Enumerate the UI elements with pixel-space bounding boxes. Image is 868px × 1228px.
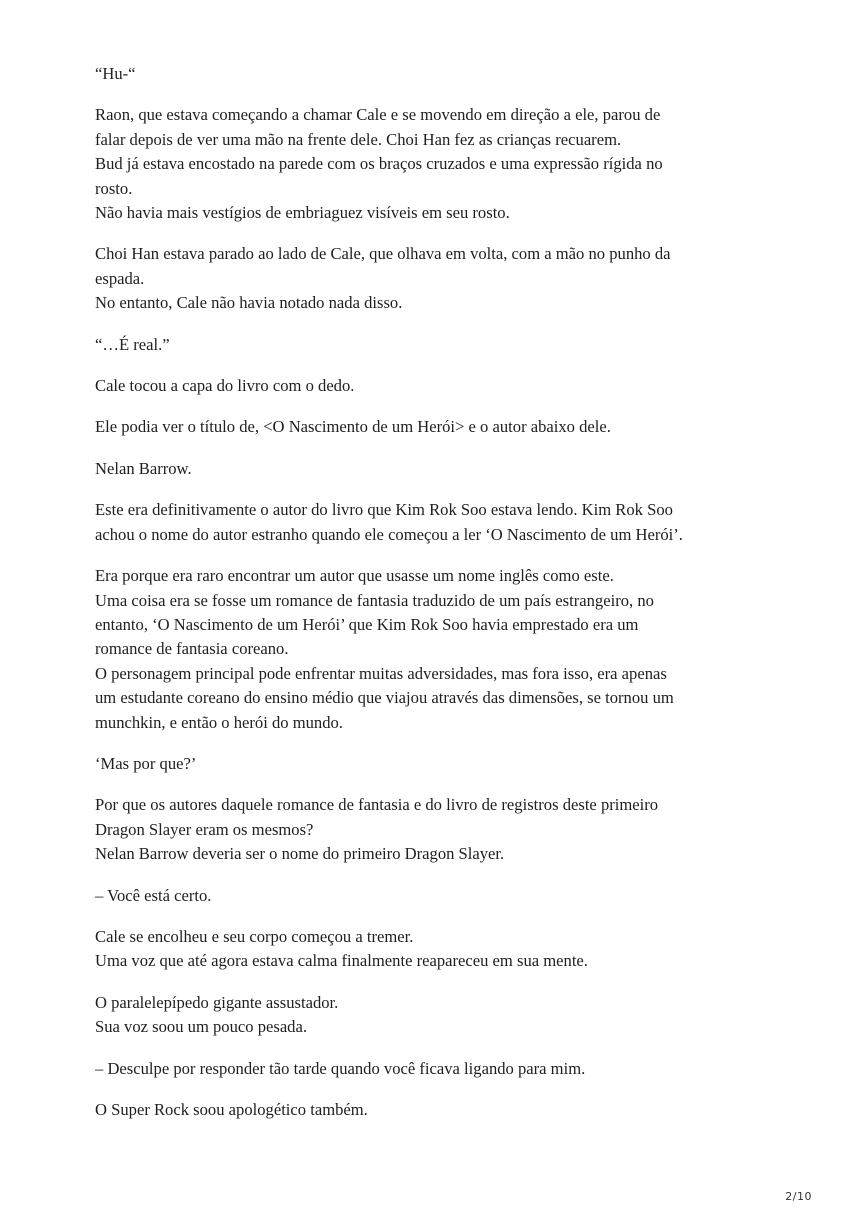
- paragraph: [95, 457, 795, 481]
- paragraph: [95, 752, 795, 776]
- text-line: Raon, que estava começando a chamar Cale e se movendo em direção a ele, parou de: [95, 105, 661, 125]
- text-line: “Hu-“: [95, 64, 136, 83]
- text-line: um estudante coreano do ensino médio que viajou através das dimensões, se tornou um: [95, 688, 674, 708]
- paragraph: [95, 103, 795, 225]
- text-line: Não havia mais vestígios de embriaguez visíveis em seu rosto.: [95, 203, 510, 223]
- paragraph: [95, 242, 795, 315]
- text-line: Cale se encolheu e seu corpo começou a tremer.: [95, 926, 414, 946]
- text-line: Sua voz soou um pouco pesada.: [95, 1017, 307, 1037]
- text-line: Cale tocou a capa do livro com o dedo.: [95, 376, 355, 396]
- text-line: O personagem principal pode enfrentar muitas adversidades, mas fora isso, era apenas: [95, 663, 667, 683]
- paragraph: [95, 564, 795, 735]
- text-line: Este era definitivamente o autor do livro que Kim Rok Soo estava lendo. Kim Rok Soo: [95, 500, 673, 520]
- text-line: Era porque era raro encontrar um autor que usasse um nome inglês como este.: [95, 566, 614, 586]
- text-line: entanto, ‘O Nascimento de um Herói’ que Kim Rok Soo havia emprestado era um: [95, 614, 639, 634]
- page-number: 2/10: [785, 1190, 812, 1203]
- text-line: Choi Han estava parado ao lado de Cale, que olhava em volta, com a mão no punho da: [95, 244, 671, 264]
- paragraph: [95, 1098, 795, 1122]
- paragraph: [95, 62, 795, 86]
- text-line: rosto.: [95, 178, 133, 198]
- paragraph: [95, 991, 795, 1040]
- paragraph: [95, 498, 795, 547]
- paragraph: [95, 884, 795, 908]
- text-line: Nelan Barrow.: [95, 458, 192, 478]
- text-line: ‘Mas por que?’: [95, 753, 197, 773]
- text-line: romance de fantasia coreano.: [95, 639, 289, 659]
- text-line: – Você está certo.: [95, 885, 212, 905]
- text-line: No entanto, Cale não havia notado nada disso.: [95, 293, 403, 313]
- text-line: munchkin, e então o herói do mundo.: [95, 712, 343, 732]
- paragraph: [95, 1057, 795, 1081]
- text-line: Por que os autores daquele romance de fantasia e do livro de registros deste primeiro: [95, 795, 659, 815]
- text-line: Bud já estava encostado na parede com os braços cruzados e uma expressão rígida no: [95, 154, 663, 174]
- paragraph: [95, 793, 795, 866]
- paragraph: [95, 374, 795, 398]
- paragraph: [95, 333, 795, 357]
- paragraph: [95, 925, 795, 974]
- paragraph: [95, 415, 795, 439]
- text-line: O paralelepípedo gigante assustador.: [95, 992, 339, 1012]
- text-line: Nelan Barrow deveria ser o nome do primeiro Dragon Slayer.: [95, 844, 505, 864]
- text-line: falar depois de ver uma mão na frente dele. Choi Han fez as crianças recuarem.: [95, 129, 622, 149]
- text-line: O Super Rock soou apologético também.: [95, 1100, 368, 1119]
- text-line: – Desculpe por responder tão tarde quando você ficava ligando para mim.: [95, 1058, 586, 1078]
- text-line: Uma voz que até agora estava calma finalmente reapareceu em sua mente.: [95, 951, 588, 971]
- text-line: Ele podia ver o título de, <O Nascimento de um Herói> e o autor abaixo dele.: [95, 417, 611, 437]
- text-line: Dragon Slayer eram os mesmos?: [95, 819, 314, 839]
- text-line: “…É real.”: [95, 334, 170, 354]
- text-line: espada.: [95, 268, 145, 288]
- text-line: achou o nome do autor estranho quando ele começou a ler ‘O Nascimento de um Herói’.: [95, 524, 683, 544]
- text-line: Uma coisa era se fosse um romance de fantasia traduzido de um país estrangeiro, no: [95, 590, 654, 610]
- page-content: [95, 62, 795, 1139]
